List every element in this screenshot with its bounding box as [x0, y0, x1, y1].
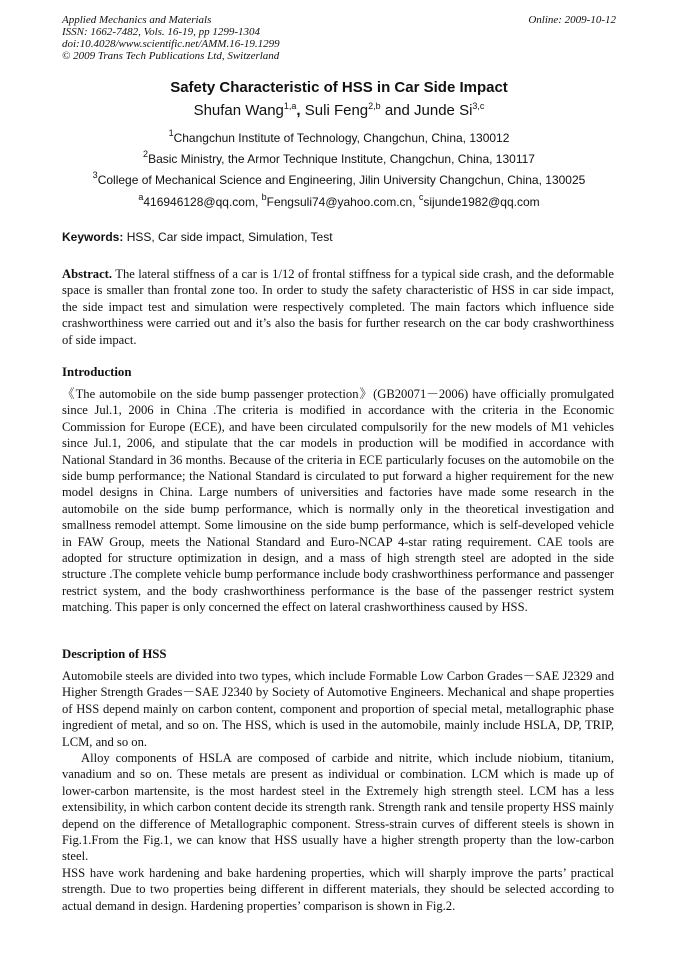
author-list — [0, 102, 678, 119]
email-superscript: c — [418, 192, 424, 202]
introduction-body — [62, 386, 614, 616]
paper-title: Safety Characteristic of HSS in Car Side Impact — [170, 79, 508, 96]
author-superscript: 1,a — [283, 101, 297, 111]
affiliation-text: Basic Ministry, the Armor Technique Institute, Changchun, China, 130117 — [148, 152, 535, 166]
description-paragraph-2: Alloy components of HSLA are composed of carbide and nitrite, which include niobium, titanium, vanadium and so on. These metals are present as individual or combination. LCM which is made up of lower-carbon martensite, is the most hardest steel in the Extremely high strength steel. LCM has a less extensibility, in which carbon content decide its strength rank. Strength rank and tensile property HSS mainly depend on the difference of Metallographic component. Stress-strain curves of different steels is shown in Fig.1.From the Fig.1, we can know that HSS usually have a higher strength property than the low-carbon steel. — [62, 751, 614, 864]
author-superscript: 2,b — [368, 101, 381, 111]
author-separator: and — [380, 102, 415, 119]
abstract-label: Abstract. — [62, 267, 113, 281]
keywords-text: HSS, Car side impact, Simulation, Test — [123, 230, 333, 244]
affiliation-text: Changchun Institute of Technology, Changchun, China, 130012 — [173, 131, 510, 145]
affiliation — [0, 128, 678, 145]
affiliation — [0, 149, 678, 166]
copyright-line: © 2009 Trans Tech Publications Ltd, Switzerland — [62, 50, 280, 62]
description-paragraph-1: Automobile steels are divided into two types, which include Formable Low Carbon Grades－SAE J2329 and Higher Strength Grades－SAE J2340 by Society of Automotive Engineers. Mechanical and shape properties of HSS depend mainly on carbon content, component and proportion of special metal, metallographic phase ingredient of metal, and so on. The HSS, which is used in the automobile, mainly include HSLA, DP, TRIP, LCM, and so on. — [62, 669, 614, 749]
abstract-text: The lateral stiffness of a car is 1/12 of frontal stiffness for a typical side crash, and the deformable space is smaller than frontal zone too. In order to study the safety characteristic of HSS in car side impact, the side impact test and simulation were respectively completed. The main factors which influence side crashworthiness were carried out and it’s also the basis for further research on the car body crashworthiness of side impact. — [62, 267, 614, 347]
keywords-label: Keywords: — [62, 230, 124, 244]
email-address: Fengsuli74@yahoo.com.cn, — [266, 195, 419, 209]
section-heading-introduction: Introduction — [62, 365, 132, 379]
journal-header — [62, 14, 622, 62]
author-name: Junde Si — [414, 102, 473, 119]
doi-line: doi:10.4028/www.scientific.net/AMM.16-19.1299 — [62, 38, 280, 50]
email-list — [0, 192, 678, 209]
email-address: sijunde1982@qq.com — [423, 195, 540, 209]
keywords — [62, 230, 618, 244]
description-paragraph-3: HSS have work hardening and bake hardening properties, which will sharply improve the parts’ practical strength. Due to two properties being different in different materials, they should be selected according to actual demand in design. Hardening properties’ comparison is shown in Fig.2. — [62, 865, 614, 913]
email-address: 416946128@qq.com, — [143, 195, 262, 209]
affiliation-text: College of Mechanical Science and Engineering, Jilin University Changchun, China, 130025 — [97, 173, 586, 187]
email-superscript: b — [261, 192, 267, 202]
online-date: Online: 2009-10-12 — [528, 14, 616, 26]
author-superscript: 3,c — [472, 101, 485, 111]
abstract — [62, 266, 614, 348]
issn-line: ISSN: 1662-7482, Vols. 16-19, pp 1299-1304 — [62, 26, 260, 38]
section-heading-description: Description of HSS — [62, 647, 167, 661]
affiliation-superscript: 1 — [168, 128, 174, 138]
author-separator: , — [296, 102, 305, 119]
author-name: Shufan Wang — [193, 102, 284, 119]
journal-name: Applied Mechanics and Materials — [62, 14, 212, 26]
author-name: Suli Feng — [304, 102, 369, 119]
introduction-paragraph: 《The automobile on the side bump passenger protection》(GB20071－2006) have officially promulgated since Jul.1, 2006 in China .The criteria is modified in accordance with the criteria in the Economic Commission for Europe (ECE), and have been circulated compulsorily for the new models of M1 vehicles since Jul.1, 2006, and stipulate that the car models in production will be modified in accordance with National Standard in 36 months. Because of the criteria in ECE particularly focuses on the automobile on the side bump performance; the National Standard is circulated to put forward a higher requirement for the new model designs in China. Large numbers of universities and factories have made some research in the automobile on the side bump performance, which is normally only in the theoretical investigation and smallness remodel attempt. Some limousine on the side bump performance, which is self-developed vehicle in FAW Group, meets the National Standard and Euro-NCAP 4-star rating requirement. CAE tools are adopted for structure optimization in design, and a mass of high strength steel are adopted in the side structure .The complete vehicle bump performance include body crashworthiness performance and passenger restrict system, and the body crashworthiness performance is the base of the passenger restrict system matching. This paper is only concerned the effect on lateral crashworthiness caused by HSS. — [62, 387, 614, 615]
affiliation — [0, 170, 678, 187]
affiliation-superscript: 3 — [92, 170, 98, 180]
email-superscript: a — [138, 192, 144, 202]
description-body — [62, 668, 614, 914]
affiliation-superscript: 2 — [143, 149, 149, 159]
